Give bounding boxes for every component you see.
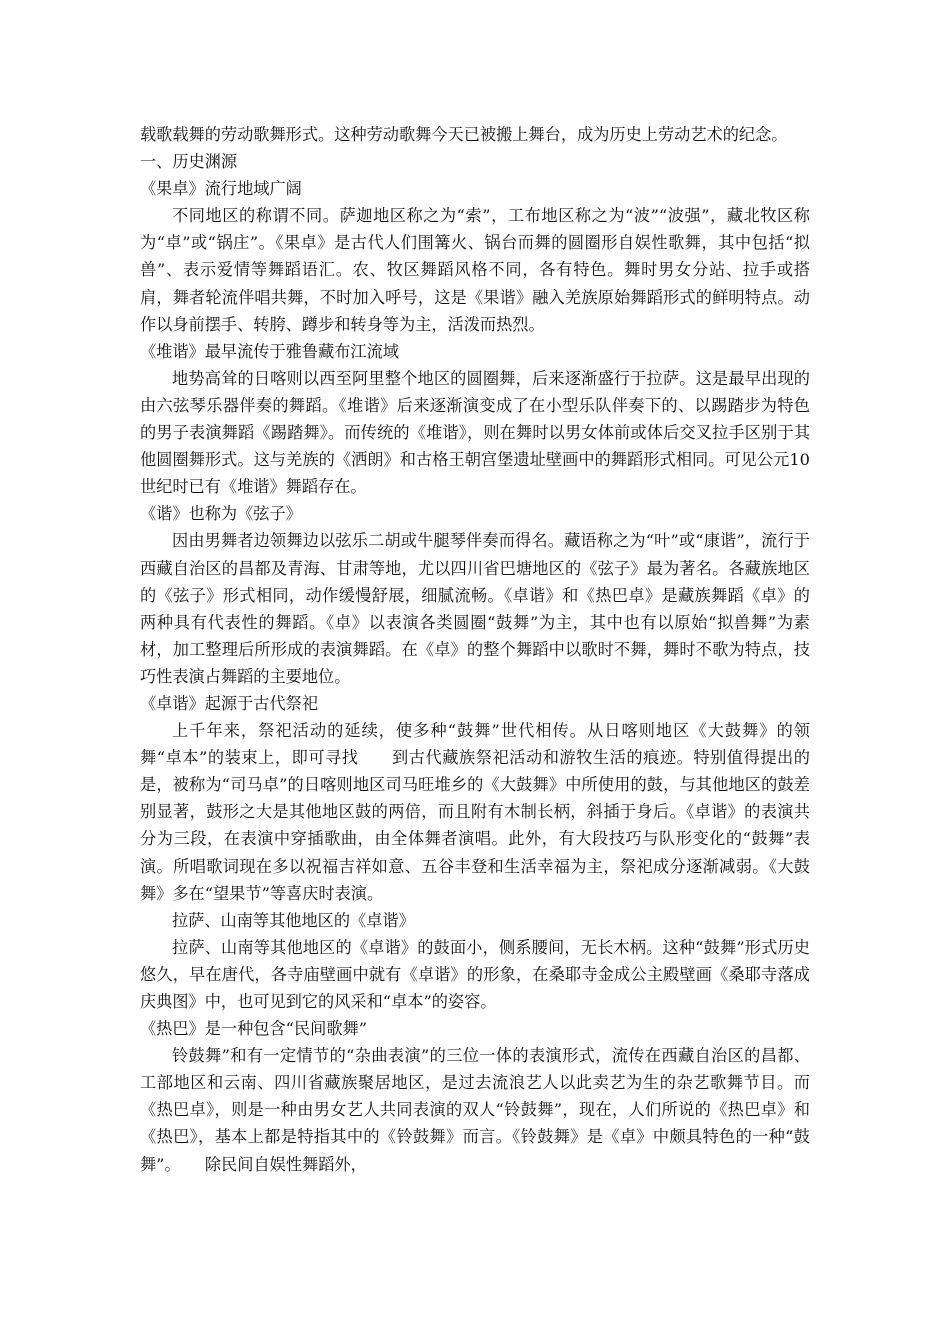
section-heading-history: 一、历史渊源 [140,152,238,172]
subheading-guozhuo: 《果卓》流行地域广阔 [140,179,302,199]
paragraph-xie: 因由男舞者边领舞边以弦乐二胡或牛腿琴伴奏而得名。藏语称之为“叶”或“康谐”，流行于西藏自治区的昌都及青海、甘肃等地，尤以四川省巴塘地区的《弦子》最为著名。各藏族地区的《弦子》形式相同，动作缓慢舒展，细腻流畅。《卓谐》和《热巴卓》是藏族舞蹈《卓》的两种具有代表性的舞蹈。《卓》以表演各类圆圈“鼓舞”为主，其中也有以原始“拟兽舞”为素材，加工整理后所形成的表演舞蹈。在《卓》的整个舞蹈中以歌时不舞，舞时不歌为特点，技巧性表演占舞蹈的主要地位。 [140,531,810,686]
subheading-zhuoxie: 《卓谐》起源于古代祭祀 [140,693,319,713]
paragraph-zhuoxie: 上千年来，祭祀活动的延续，使多种“鼓舞”世代相传。从日喀则地区《大鼓舞》的领舞“卓本”的装束上，即可寻找 到古代藏族祭祀活动和游牧生活的痕迹。特别值得提出的是，被称为“司马卓”的日喀则地区司马旺堆乡的《大鼓舞》中所使用的鼓，与其他地区的鼓差别显著，鼓形之大是其他地区鼓的两倍，而且附有木制长柄，斜插于身后。《卓谐》的表演共分为三段，在表演中穿插歌曲，由全体舞者演唱。此外，有大段技巧与队形变化的“鼓舞”表演。所唱歌词现在多以祝福吉祥如意、五谷丰登和生活幸福为主，祭祀成分逐渐减弱。《大鼓舞》多在“望果节”等喜庆时表演。 [140,721,810,903]
paragraph-continuation: 载歌载舞的劳动歌舞形式。这种劳动歌舞今天已被搬上舞台，成为历史上劳动艺术的纪念。 [140,125,788,144]
paragraph-duixie: 地势高耸的日喀则以西至阿里整个地区的圆圈舞，后来逐渐盛行于拉萨。这是最早出现的由六弦琴乐器伴奏的舞蹈。《堆谐》后来逐渐演变成了在小型乐队伴奏下的、以踢踏步为特色的男子表演舞蹈《踢踏舞》。而传统的《堆谐》，则在舞时以男女体前或体后交叉拉手区别于其他圆圈舞形式。这与羌族的《洒朗》和古格王朝宫堡遗址壁画中的舞蹈形式相同。可见公元10世纪时已有《堆谐》舞蹈存在。 [140,368,810,497]
paragraph-reba: 铃鼓舞”和有一定情节的“杂曲表演”的三位一体的表演形式，流传在西藏自治区的昌都、工部地区和云南、四川省藏族聚居地区，是过去流浪艺人以此卖艺为生的杂艺歌舞节目。而《热巴卓》，则是一种由男女艺人共同表演的双人“铃鼓舞”，现在，人们所说的《热巴卓》和《热巴》，基本上都是特指其中的《铃鼓舞》而言。《铃鼓舞》是《卓》中颇具特色的一种“鼓舞”。 除民间自娱性舞蹈外， [140,1046,810,1174]
subheading-reba: 《热巴》是一种包含“民间歌舞” [140,1019,367,1039]
subheading-xie: 《谐》也称为《弦子》 [140,504,302,524]
document-page [140,121,810,1178]
subheading-duixie: 《堆谐》最早流传于雅鲁藏布江流域 [140,341,399,361]
paragraph-guozhuo: 不同地区的称谓不同。萨迦地区称之为“索”，工布地区称之为“波”“波强”，藏北牧区称为“卓”或“锅庄”。《果卓》是古代人们围篝火、锅台而舞的圆圈形自娱性歌舞，其中包括“拟兽”、表示爱情等舞蹈语汇。农、牧区舞蹈风格不同，各有特色。舞时男女分站、拉手或搭肩，舞者轮流伴唱共舞，不时加入呼号，这是《果谐》融入羌族原始舞蹈形式的鲜明特点。动作以身前摆手、转胯、蹲步和转身等为主，活泼而热烈。 [140,206,810,334]
subheading-lhasa-zhuoxie: 拉萨、山南等其他地区的《卓谐》 [172,910,415,930]
paragraph-lhasa-zhuoxie: 拉萨、山南等其他地区的《卓谐》的鼓面小，侧系腰间，无长木柄。这种“鼓舞”形式历史悠久，早在唐代，各寺庙壁画中就有《卓谐》的形象，在桑耶寺金成公主殿壁画《桑耶寺落成庆典图》中，也可见到它的风采和“卓本”的姿容。 [140,937,810,1011]
